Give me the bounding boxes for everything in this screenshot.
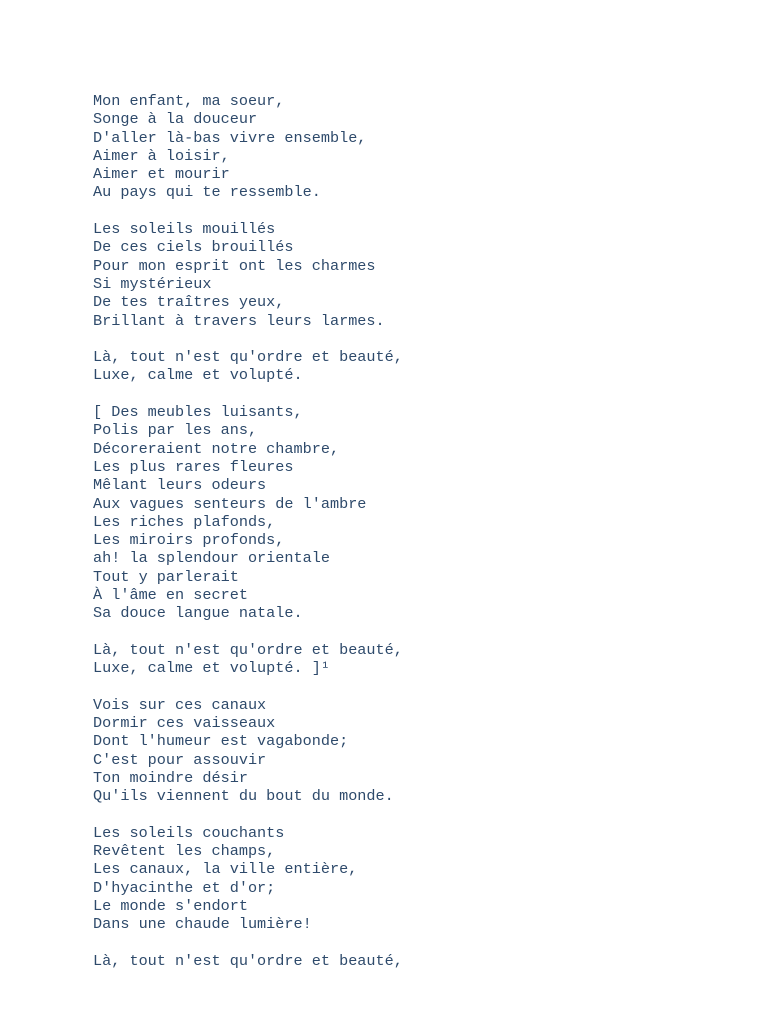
poem-line: Vois sur ces canaux [93,695,267,714]
poem-line: Le monde s'endort [93,897,248,916]
poem-line: Là, tout n'est qu'ordre et beauté, [93,348,403,367]
poem-line: [ Des meubles luisants, [93,403,303,422]
poem-stanza [93,220,753,330]
poem-line: Au pays qui te ressemble. [93,183,321,202]
poem-line: Décoreraient notre chambre, [93,439,340,458]
poem-line: Dormir ces vaisseaux [93,714,276,733]
poem-line: Là, tout n'est qu'ordre et beauté, [93,640,403,659]
poem-line: Les soleils mouillés [93,220,276,239]
poem-line: Tout y parlerait [93,567,239,586]
poem-stanza [93,696,753,806]
poem-stanza [93,952,753,970]
poem-line: Luxe, calme et volupté. [93,366,303,385]
poem-line: ah! la splendour orientale [93,549,330,568]
poem-line: Les soleils couchants [93,823,285,842]
poem-line: D'hyacinthe et d'or; [93,878,276,897]
poem-stanza [93,403,753,623]
poem-line: Polis par les ans, [93,421,258,440]
poem-line: Les plus rares fleures [93,457,294,476]
poem-line: Songe à la douceur [93,110,258,129]
poem-line: Revêtent les champs, [93,842,276,861]
poem-line: Mêlant leurs odeurs [93,476,267,495]
poem-line: Dans une chaude lumière! [93,915,312,934]
poem-line: C'est pour assouvir [93,750,267,769]
poem-line: Sa douce langue natale. [93,604,303,623]
poem-line: Aimer et mourir [93,165,230,184]
poem-line: Luxe, calme et volupté. ]¹ [93,659,330,678]
poem-line: Aimer à loisir, [93,146,230,165]
poem-line: À l'âme en secret [93,586,248,605]
poem-line: Les riches plafonds, [93,512,276,531]
poem-line: D'aller là-bas vivre ensemble, [93,128,367,147]
poem-stanza [93,348,753,385]
poem-stanza [93,92,753,202]
poem-line: Les miroirs profonds, [93,531,285,550]
poem-line: Les canaux, la ville entière, [93,860,358,879]
poem-line: Pour mon esprit ont les charmes [93,256,376,275]
poem-line: Aux vagues senteurs de l'ambre [93,494,367,513]
poem-line: Qu'ils viennent du bout du monde. [93,787,394,806]
poem-line: De tes traîtres yeux, [93,293,285,312]
poem-line: Brillant à travers leurs larmes. [93,311,385,330]
poem-line: Là, tout n'est qu'ordre et beauté, [93,951,403,970]
poem-page [93,92,753,989]
poem-line: Ton moindre désir [93,768,248,787]
poem-line: Mon enfant, ma soeur, [93,92,285,110]
poem-stanza [93,824,753,934]
poem-stanza [93,641,753,678]
poem-line: Si mystérieux [93,274,212,293]
poem-line: De ces ciels brouillés [93,238,294,257]
poem-line: Dont l'humeur est vagabonde; [93,732,349,751]
